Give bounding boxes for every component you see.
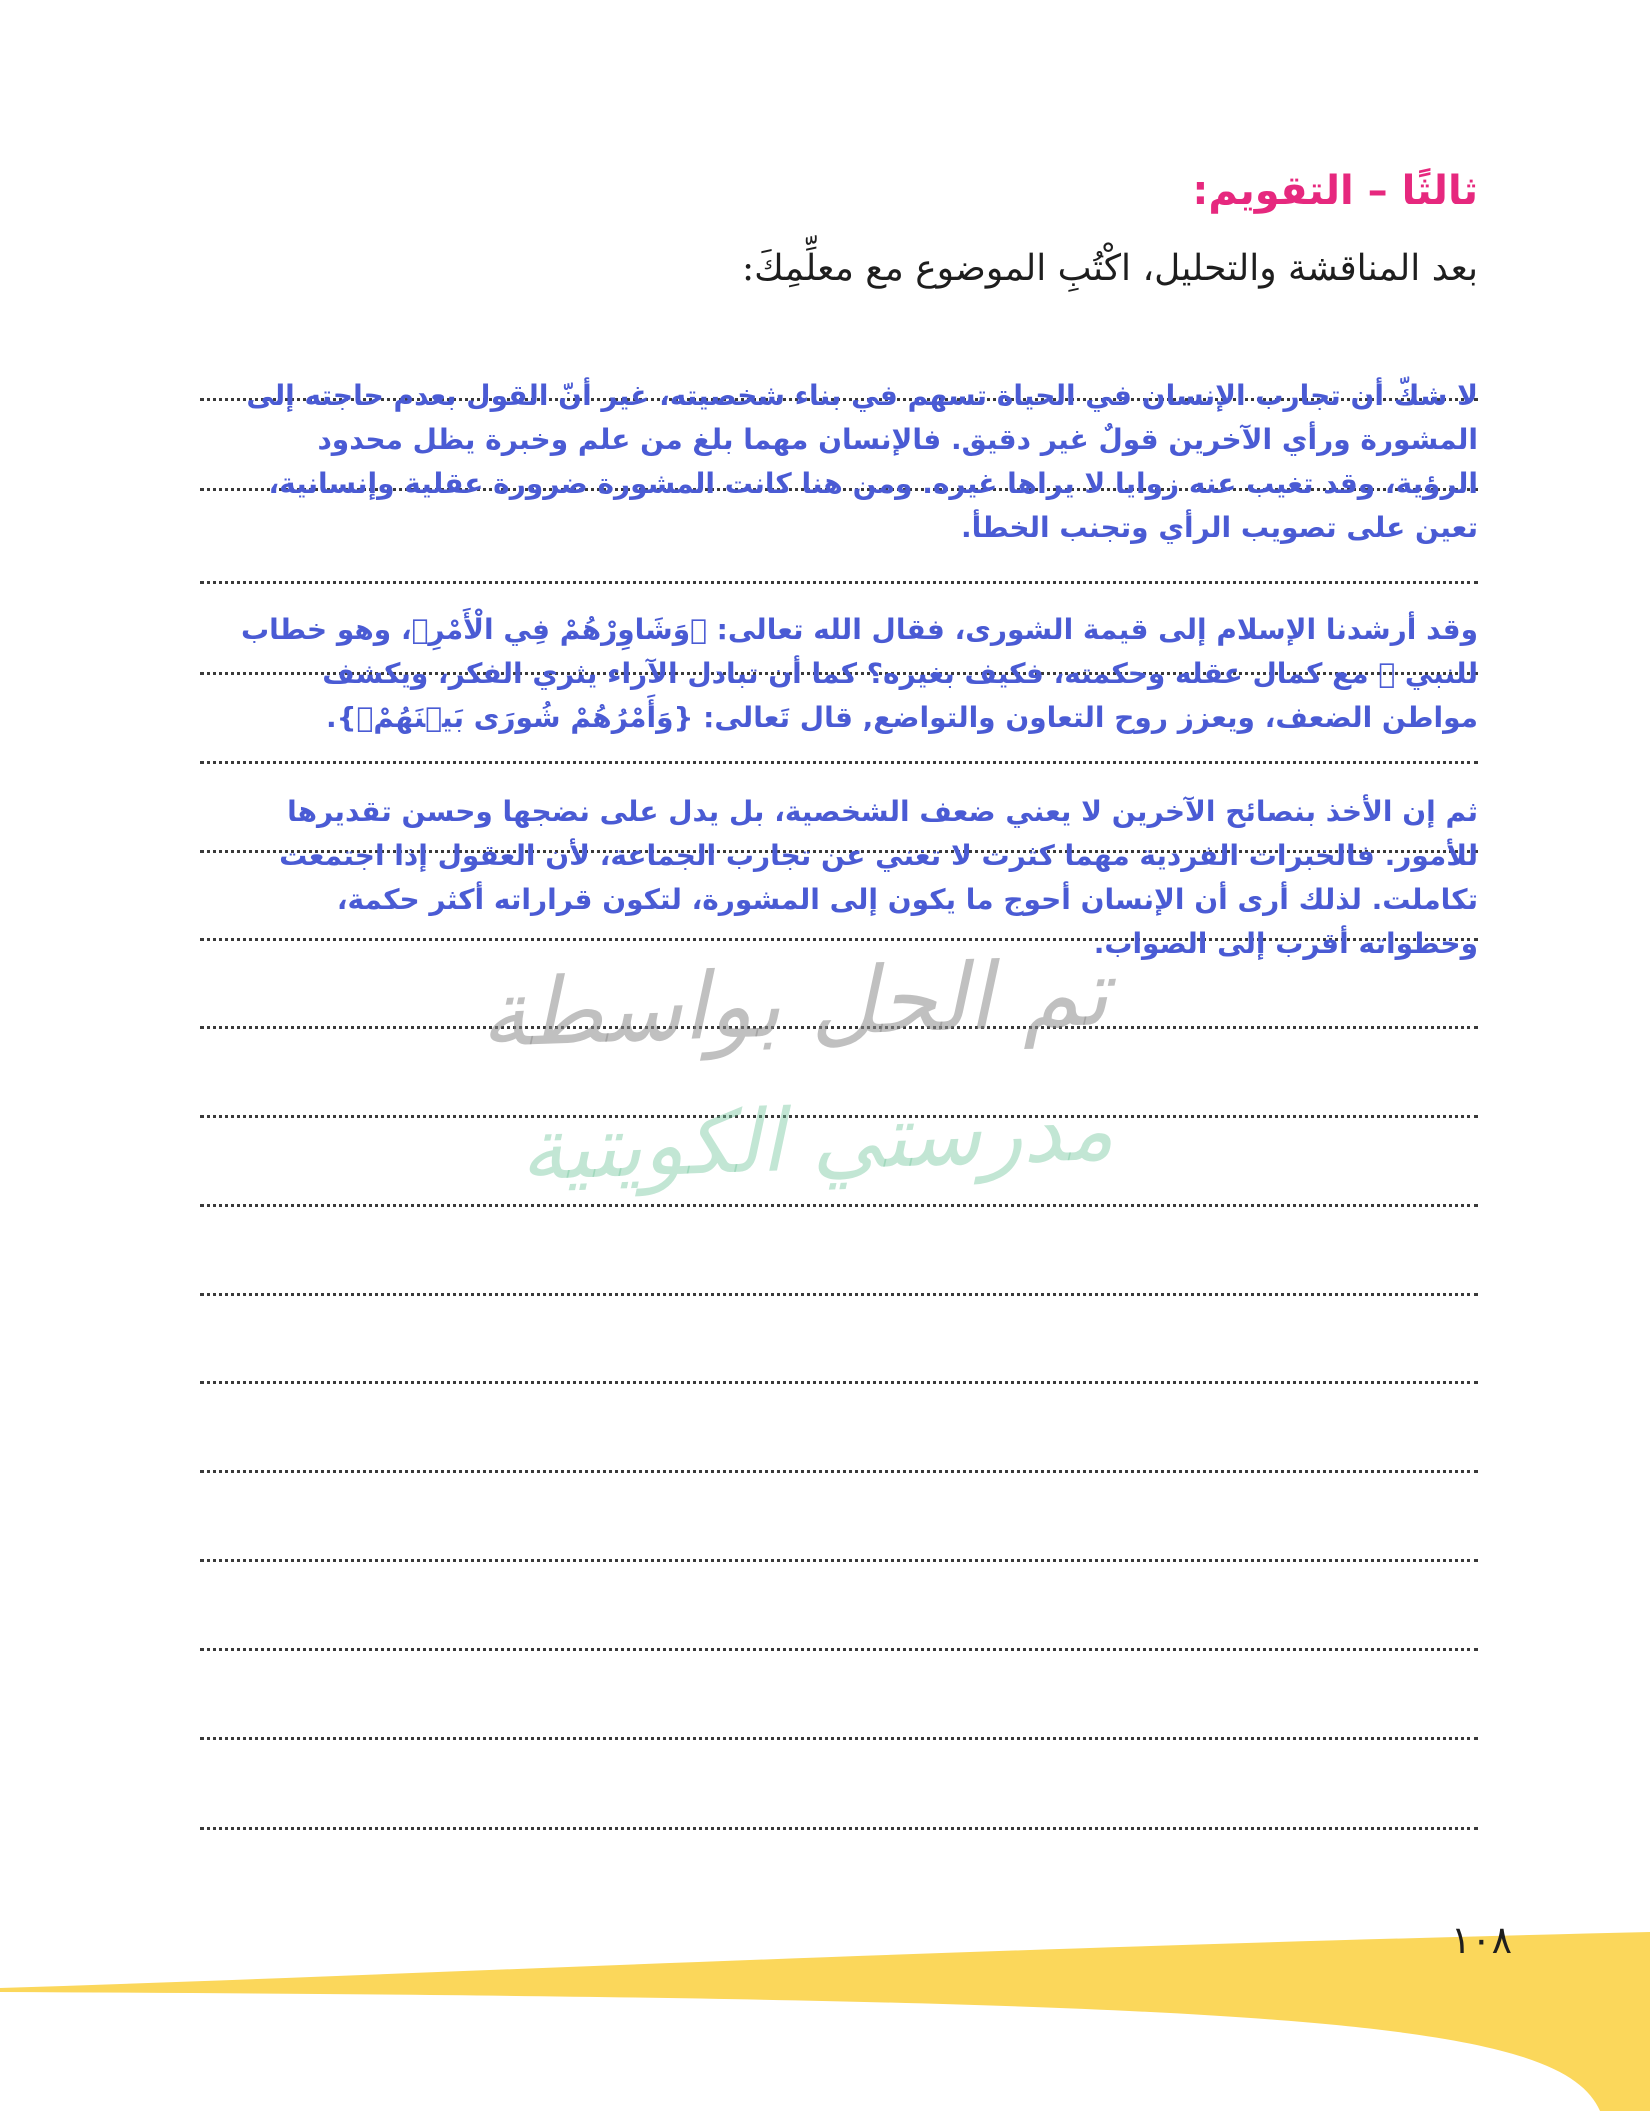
footer-accent-wave [0,1900,1650,2111]
writing-line [200,1470,1478,1473]
writing-line [200,1381,1478,1384]
instruction-text: بعد المناقشة والتحليل، اكْتُبِ الموضوع مع معلِّمِكَ: [742,248,1478,289]
writing-line [200,1559,1478,1562]
writing-line [200,1115,1478,1118]
watermark-line-1: تم الحل بواسطة [478,939,1111,1068]
writing-line [200,581,1478,584]
writing-line [200,1204,1478,1207]
writing-line [200,1026,1478,1029]
writing-line [200,1827,1478,1830]
watermark-line-2: مدرستي الكويتية [518,1079,1116,1201]
writing-line [200,1737,1478,1740]
writing-line [200,1648,1478,1651]
answer-paragraph-1 [235,374,1478,550]
answer-paragraph-2 [235,608,1478,740]
page-number: ١٠٨ [1450,1918,1512,1962]
answer-text: لا شكّ أن تجارب الإنسان في الحياة تسهم في بناء شخصيته، غير أنّ القول بعدم حاجته إلى المشورة ورأي الآخرين قولٌ غير دقيق. فالإنسان مهما بلغ من علم وخبرة يظل محدود الرؤية، وقد تغيب عنه زوايا لا يراها غيره. ومن هنا كانت المشورة ضرورة عقلية وإنسانية، تعين على تصويب الرأي وتجنب الخطأ. [246,379,1478,544]
writing-line [200,761,1478,764]
section-heading: ثالثًا – التقويم: [1192,168,1478,214]
answer-text: ثم إن الأخذ بنصائح الآخرين لا يعني ضعف الشخصية، بل يدل على نضجها وحسن تقديرها للأمور. فالخبرات الفردية مهما كثرت لا تغني عن تجارب الجماعة، لأن العقول إذا اجتمعت تكاملت. لذلك أرى أن الإنسان أحوج ما يكون إلى المشورة، لتكون قراراته أكثر حكمة، وخطواته أقرب إلى الصواب. [279,795,1478,960]
answer-text: وقد أرشدنا الإسلام إلى قيمة الشورى، فقال الله تعالى: ﴿وَشَاوِرْهُمْ فِي الْأَمْرِ﴾، وهو خطاب للنبي ﷺ مع كمال عقله وحكمته، فكيف بغيره؟ كما أن تبادل الآراء يثري الفكر، ويكشف مواطن الضعف، ويعزز روح التعاون والتواضع, قال تَعالى: {وَأَمْرُهُمْ شُورَى بَيۡنَهُمْۡ}. [240,613,1478,734]
answer-paragraph-3 [235,790,1478,966]
writing-line [200,1293,1478,1296]
